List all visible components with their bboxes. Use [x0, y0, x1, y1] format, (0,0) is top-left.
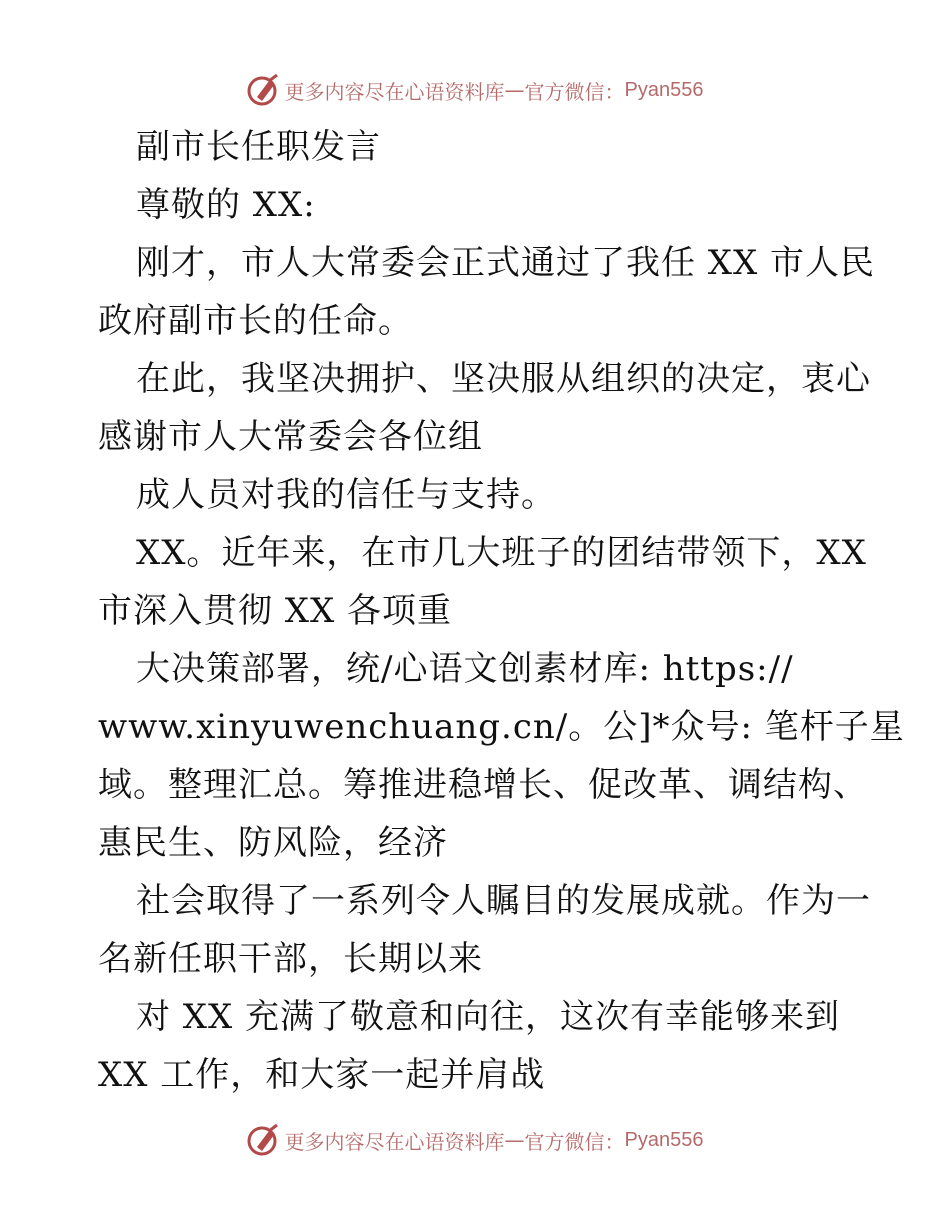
paragraph-line: 成人员对我的信任与支持。: [136, 475, 556, 515]
paragraph-line: XX 工作，和大家一起并肩战: [98, 1055, 546, 1095]
document-body: [98, 118, 905, 1104]
header-wechat-id: Pyan556: [624, 78, 704, 101]
paragraph-line: XX。近年来，在市几大班子的团结带领下，XX: [136, 533, 867, 573]
document-title: 副市长任职发言: [136, 127, 381, 167]
paragraph-line: 社会取得了一系列令人瞩目的发展成就。作为一: [136, 881, 871, 921]
pen-nib-logo-icon: [247, 73, 281, 107]
header-text: 更多内容尽在心语资料库: [284, 79, 505, 104]
header-suffix: 官方微信：: [524, 79, 625, 104]
paragraph-line: 在此，我坚决拥护、坚决服从组织的决定，衷心: [136, 359, 871, 399]
paragraph-line: 感谢市人大常委会各位组: [98, 417, 483, 457]
salutation: 尊敬的 XX:: [136, 185, 316, 225]
paragraph-line: 政府副市长的任命。: [98, 301, 413, 341]
paragraph-line: 大决策部署，统/心语文创素材库: https://: [136, 649, 794, 689]
paragraph-line: 市深入贯彻 XX 各项重: [98, 591, 453, 631]
footer-wechat-id: Pyan556: [624, 1128, 704, 1151]
footer-text: 更多内容尽在心语资料库: [284, 1129, 505, 1154]
paragraph-line: 名新任职干部，长期以来: [98, 939, 483, 979]
paragraph-line: 刚才，市人大常委会正式通过了我任 XX 市人民: [136, 243, 876, 283]
paragraph-line: 对 XX 充满了敬意和向往，这次有幸能够来到: [136, 997, 841, 1037]
paragraph-line: 惠民生、防风险，经济: [98, 823, 448, 863]
header-watermark: [0, 70, 950, 110]
footer-suffix: 官方微信：: [524, 1129, 625, 1154]
header-separator: —: [504, 78, 525, 102]
paragraph-line: www.xinyuwenchuang.cn/。公]*众号: 笔杆子星: [98, 707, 905, 747]
footer-watermark: [0, 1120, 950, 1160]
footer-separator: —: [504, 1128, 525, 1152]
paragraph-line: 域。整理汇总。筹推进稳增长、促改革、调结构、: [98, 765, 868, 805]
pen-nib-logo-icon: [247, 1123, 281, 1157]
